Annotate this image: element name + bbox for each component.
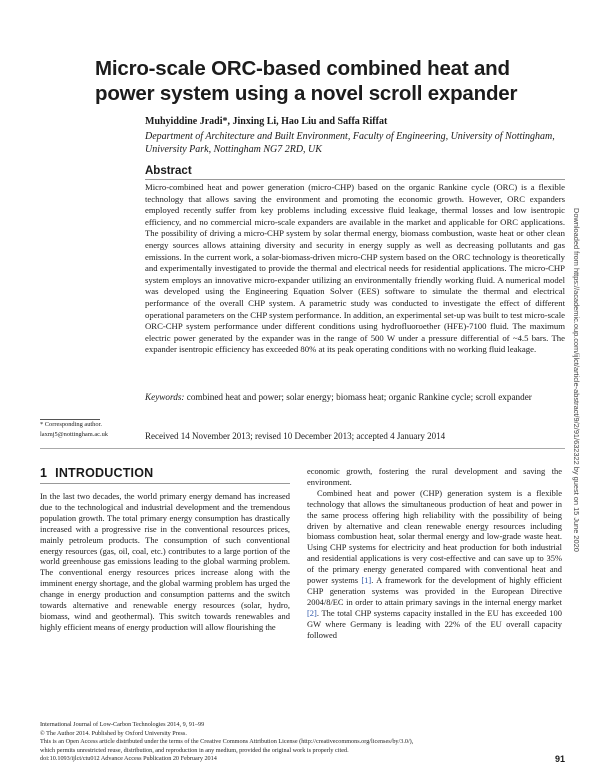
intro-paragraph-2-part-a: Combined heat and power (CHP) generation system is a flexible technology that allows the simultaneous production of heat and power in the same process offering high reliability with the possibility of being driven by alternative and clean renewable energy resources including biomass combustion heat, solar thermal energy and low-grade waste heat. Using CHP systems for electricity and heat production for both industrial and residential applications is very cost-effective and can save up to 35% of the primary energy generated compared with conventional heat and power systems <box>307 487 562 586</box>
abstract-divider <box>145 179 565 180</box>
download-watermark: Downloaded from https://academic.oup.com/ijlct/article-abstract/9/2/91/632322 by guest on 15 June 2020 <box>572 208 581 552</box>
page-number: 91 <box>554 754 565 764</box>
body-column-right <box>307 466 562 641</box>
author-list: Muhyiddine Jradi*, Jinxing Li, Hao Liu and Saffa Riffat <box>145 116 388 127</box>
intro-paragraph-2-part-b: . A framework for the development of highly efficient CHP generation systems was provided in the European Directive 2004/8/EC in order to attain primary savings in the internal energy market <box>307 575 562 607</box>
section-title: INTRODUCTION <box>55 466 154 480</box>
keywords-text: combined heat and power; solar energy; biomass heat; organic Rankine cycle; scroll expander <box>186 392 532 402</box>
license-line: This is an Open Access article distributed under the terms of the Creative Commons Attribution License (http://creativecommons.org/licenses/by/3.0/), <box>40 738 414 746</box>
copyright-line: © The Author 2014. Published by Oxford University Press. <box>40 729 187 737</box>
received-dates: Received 14 November 2013; revised 10 December 2013; accepted 4 January 2014 <box>145 431 446 441</box>
doi-line: doi:10.1093/ijlct/ctu012 Advance Access Publication 20 February 2014 <box>40 755 217 763</box>
intro-paragraph-2 <box>307 488 562 641</box>
keywords-label: Keywords: <box>145 392 185 402</box>
journal-citation: International Journal of Low-Carbon Technologies 2014, 9, 91–99 <box>40 721 205 728</box>
license-terms: which permits unrestricted reuse, distribution, and reproduction in any medium, provided the original work is properly cited. <box>40 746 349 754</box>
keywords <box>145 391 565 404</box>
intro-paragraph-continued: economic growth, fostering the rural development and saving the environment. <box>307 466 562 487</box>
abstract-text: Micro-combined heat and power generation (micro-CHP) based on the organic Rankine cycle (ORC) is a flexible technology that allows saving the environment and promoting the economic growth. However, ORC expanders employed recently suffer from key problems including excessive fluid leakage, thermal losses and low isentropic efficiency, and no commercial micro-scale expanders are available in the market and applicable for ORC applications. The possibility of driving a micro-CHP system by solar thermal energy, biomass combustion, waste heat or other clean energy sources allows attaining diversity and security in energy supply as well as decreasing pollutants and gas emissions. In the current work, a solar-biomass-driven micro-CHP system based on the ORC technology is theoretically and experimentally investigated to provide the thermal and electrical needs for residential applications. The micro-CHP system employs an innovative micro-expander utilizing an environmentally friendly working fluid. A numerical model was developed using the Engineering Equation Solver (EES) software to simulate the thermal and electrical performance of the overall CHP system. A parametric study was conducted to investigate the effect of different operational parameters on the CHP system performance. In addition, an experimental set-up was built to test micro-scale ORC-CHP system performance under different conditions using hydrofluoroether (HFE)-7100 fluid. The maximum electric power generated by the expander was in the range of 500 W under a pressure differential of ~4.5 bars. The expander isentropic efficiency has exceeded 80% at its peak operating conditions with no working fluid leakage. <box>145 182 565 355</box>
section-heading <box>40 466 290 480</box>
corresponding-author-email[interactable]: laxmj5@nottingham.ac.uk <box>40 430 109 438</box>
section-divider <box>40 448 565 449</box>
section-heading-rule <box>40 483 290 484</box>
author-affiliation: Department of Architecture and Built Environment, Faculty of Engineering, University of Nottingham, University Park, Nottingham NG7 2RD, UK <box>145 131 555 155</box>
article-title: Micro-scale ORC-based combined heat and power system using a novel scroll expander <box>95 57 518 105</box>
body-column-left <box>40 491 290 633</box>
citation-link-1[interactable]: [1] <box>361 575 372 586</box>
intro-paragraph-2-part-c: . The total CHP systems capacity installed in the EU has exceeded 100 GW where Germany is leading with 22% of the EU overall capacity followed <box>307 607 562 640</box>
section-number: 1 <box>40 466 48 480</box>
corresponding-author-label: * Corresponding author. <box>40 421 102 428</box>
corresponding-author-note <box>40 420 140 439</box>
intro-paragraph-1: In the last two decades, the world primary energy demand has increased due to the technological and industrial development and the tremendous population growth. The total primary energy consumption has drastically increased with a progressive rise in the conventional resources prices, mainly petroleum products. The consumption of such conventional energy resources (gas, oil, coal, etc.) contributes to a large portion of the world greenhouse gas emissions leading to the global warming problem. The conventional energy resources prices increase along with the imminent energy shortage, and the global warming problem has urged the change in energy production and consumption patterns and the switch towards alternative and renewable energy resources (solar, hydro, biomass, wind and geothermal). This switch towards renewables and highly efficient means of energy production will allow flourishing the <box>40 491 290 632</box>
page-footer <box>40 721 565 764</box>
abstract-heading: Abstract <box>145 165 192 177</box>
citation-link-2[interactable]: [2] <box>307 607 317 618</box>
